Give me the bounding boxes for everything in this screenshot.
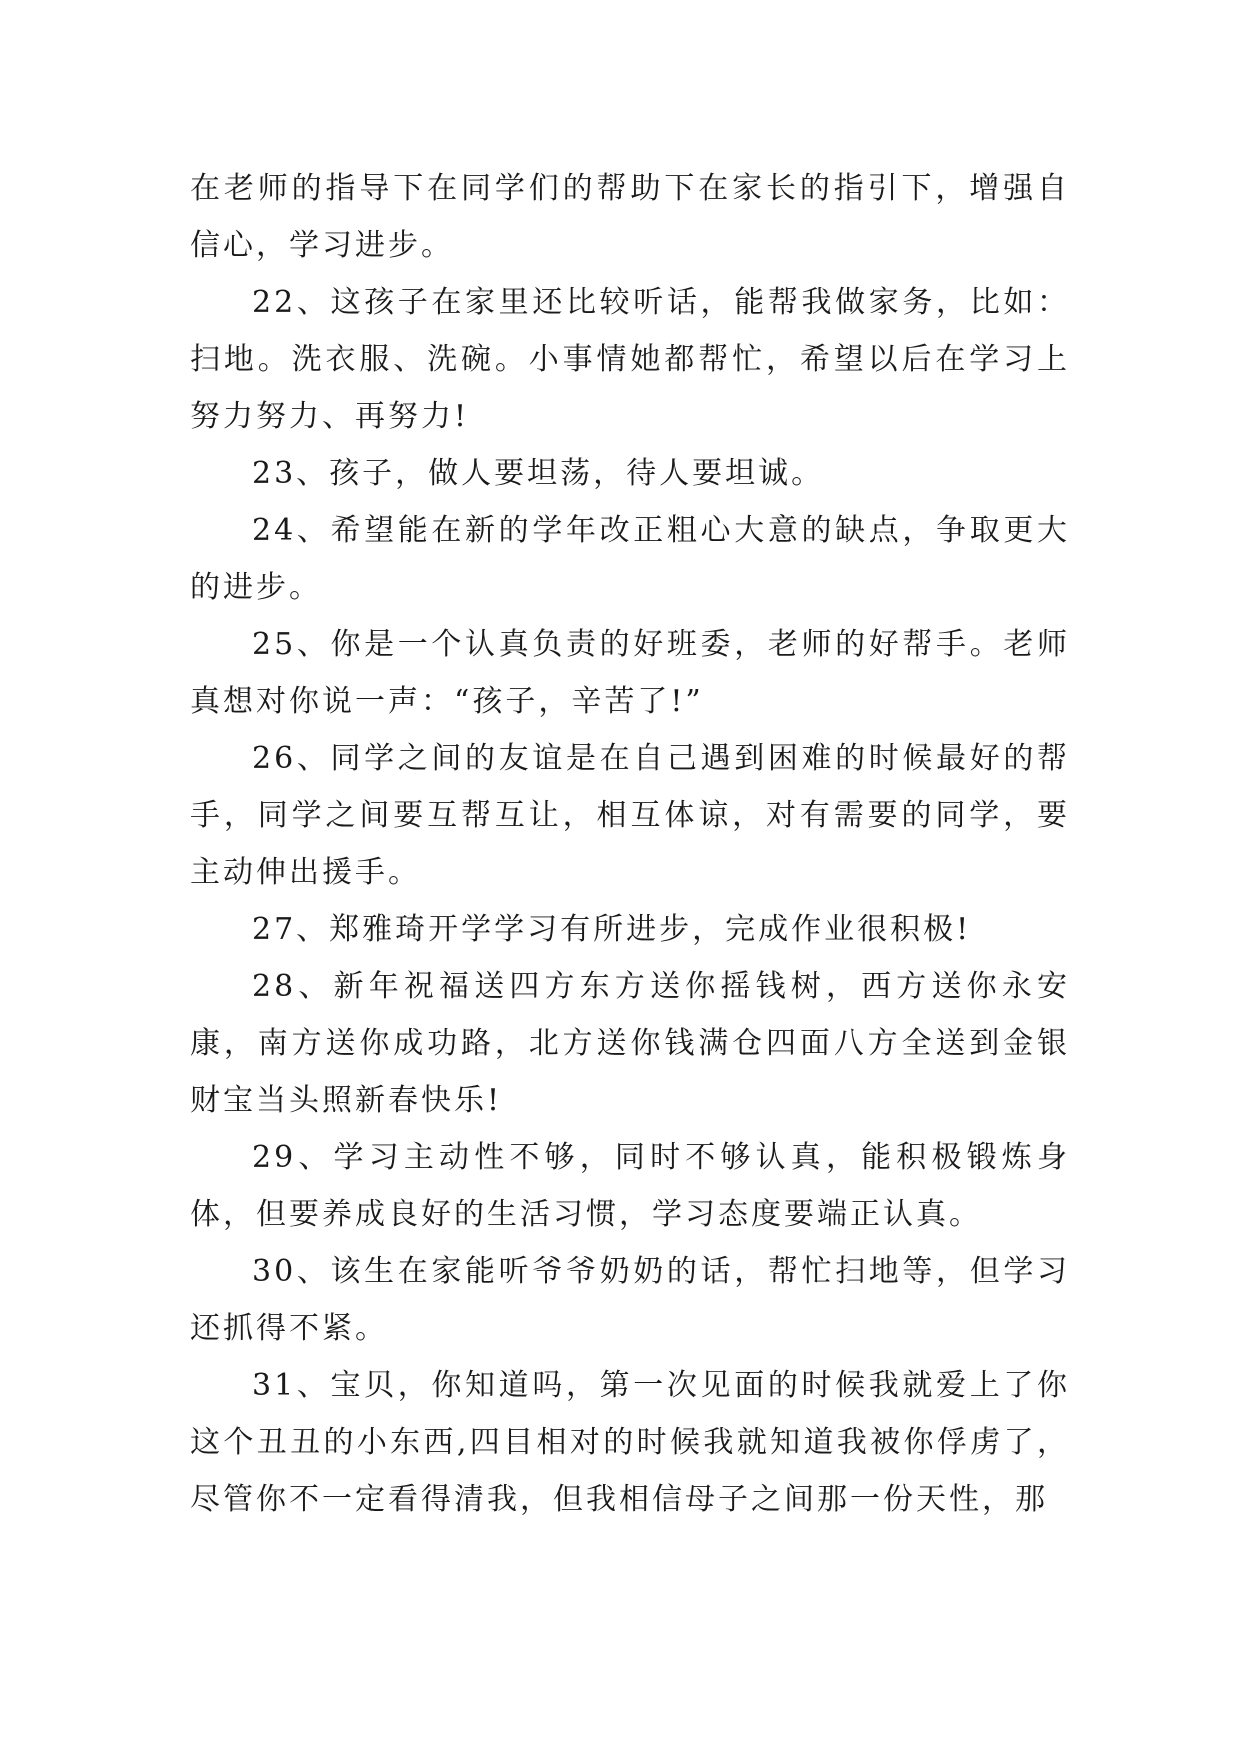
paragraph: 22、这孩子在家里还比较听话，能帮我做家务，比如：扫地。洗衣服、洗碗。小事情她都帮忙，希望以后在学习上努力努力、再努力! <box>190 285 1070 434</box>
paragraph: 在老师的指导下在同学们的帮助下在家长的指引下，增强自信心，学习进步。 <box>190 171 1070 263</box>
paragraph: 31、宝贝，你知道吗，第一次见面的时候我就爱上了你这个丑丑的小东西,四目相对的时候我就知道我被你俘虏了，尽管你不一定看得清我，但我相信母子之间那一份天性，那 <box>190 1368 1070 1517</box>
paragraph: 26、同学之间的友谊是在自己遇到困难的时候最好的帮手，同学之间要互帮互让，相互体谅，对有需要的同学，要主动伸出援手。 <box>190 741 1070 890</box>
document-body <box>190 160 1070 1528</box>
paragraph: 23、孩子，做人要坦荡，待人要坦诚。 <box>252 456 825 491</box>
paragraph: 30、该生在家能听爷爷奶奶的话，帮忙扫地等，但学习还抓得不紧。 <box>190 1254 1070 1346</box>
paragraph: 25、你是一个认真负责的好班委，老师的好帮手。老师真想对你说一声：“孩子，辛苦了!” <box>190 627 1070 719</box>
paragraph: 27、郑雅琦开学学习有所进步，完成作业很积极! <box>252 912 972 947</box>
paragraph: 24、希望能在新的学年改正粗心大意的缺点，争取更大的进步。 <box>190 513 1070 605</box>
paragraph: 28、新年祝福送四方东方送你摇钱树，西方送你永安康，南方送你成功路，北方送你钱满仓四面八方全送到金银财宝当头照新春快乐! <box>190 969 1070 1118</box>
paragraph: 29、学习主动性不够，同时不够认真，能积极锻炼身体，但要养成良好的生活习惯，学习态度要端正认真。 <box>190 1140 1070 1232</box>
